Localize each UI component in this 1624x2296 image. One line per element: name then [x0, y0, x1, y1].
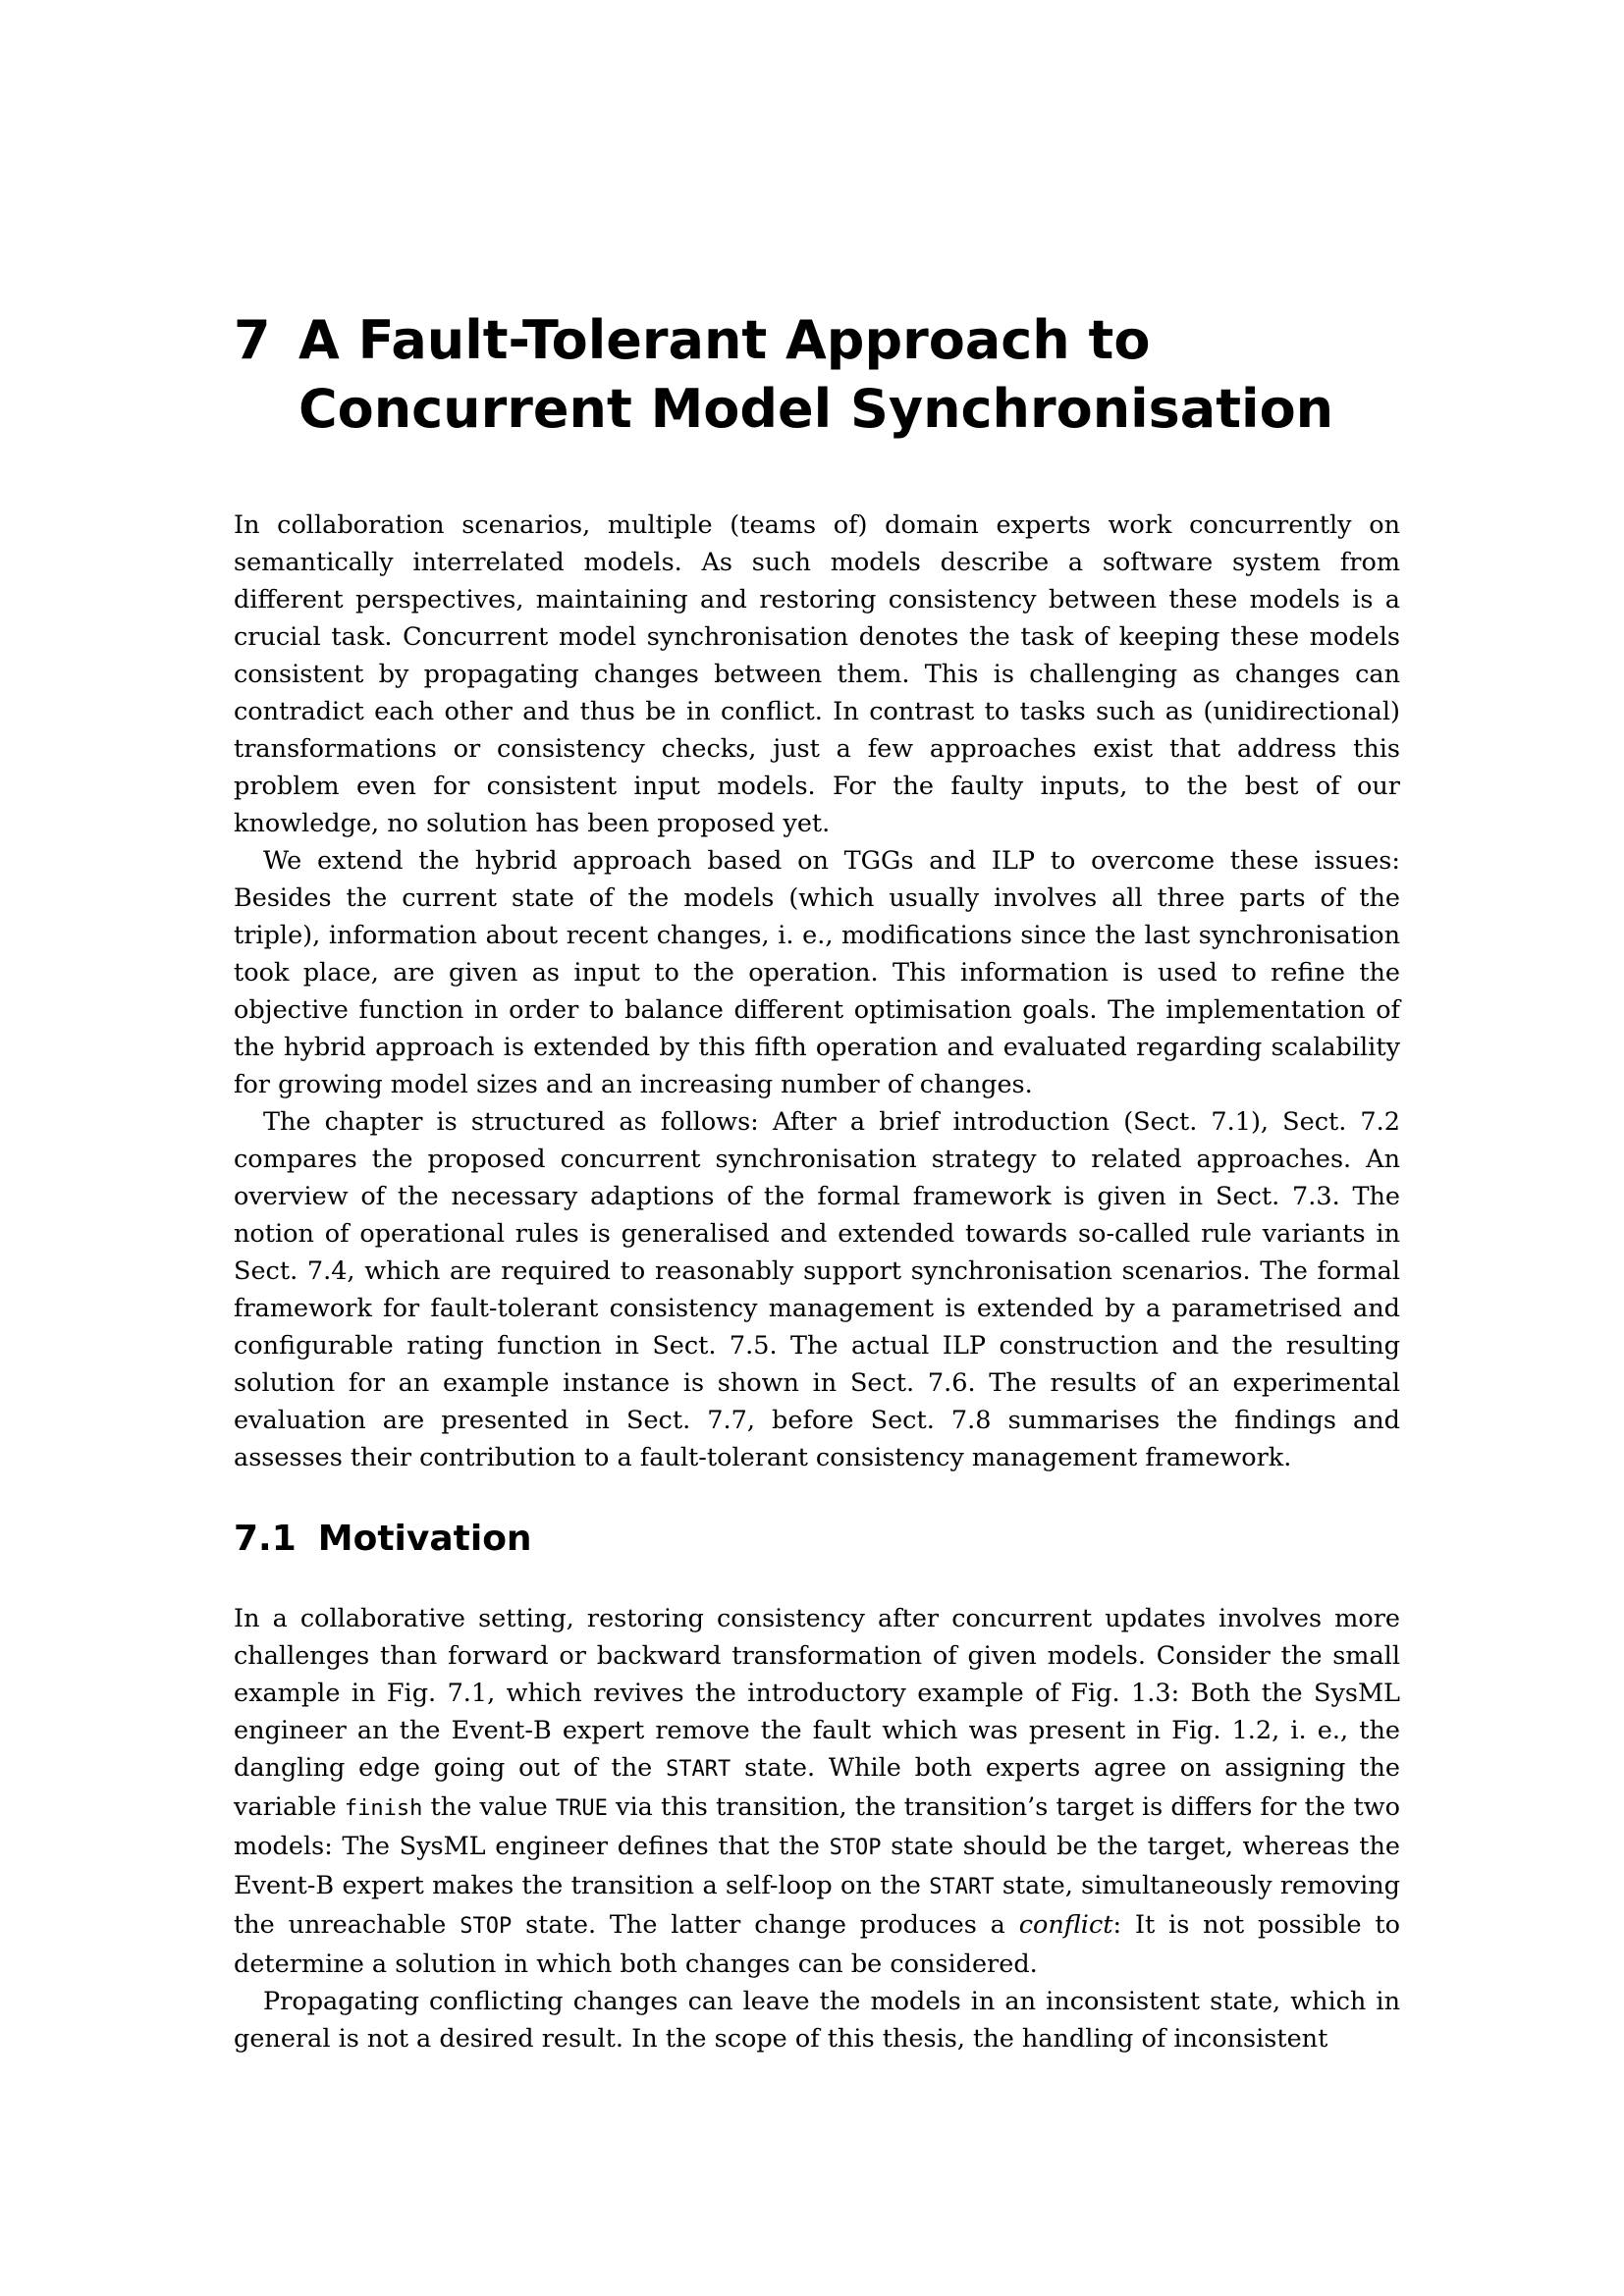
intro-paragraph-3: The chapter is structured as follows: After a brief introduction (Sect. 7.1), Sect. 7.2 compares the proposed concurrent synchronisation strategy to related approaches. An overview of the necessary adaptions of the formal framework is given in Sect. 7.3. The notion of operational rules is generalised and extended towards so-called rule variants in Sect. 7.4, which are required to reasonably support synchronisation scenarios. The formal framework for fault-tolerant consistency management is extended by a parametrised and configurable rating function in Sect. 7.5. The actual ILP construction and the resulting solution for an example instance is shown in Sect. 7.6. The results of an experimental evaluation are presented in Sect. 7.7, before Sect. 7.8 summarises the findings and assesses their contribution to a fault-tolerant consistency management framework. [234, 1107, 1400, 1472]
text-run: In a collaborative setting, restoring consistency after concurrent updates involves more challenges than forward or backward transformation of given models. Consider the small example in Fig. 7.1, which revives the introductory example of Fig. 1.3: Both the SysML engineer an the Event-B expert remove the fault which was present in Fig. 1.2, i. e., the dangling edge going out of the [234, 1604, 1400, 1783]
text-run: via this transition, the transition’s target is differs for the two models: The SysML engineer defines that the [234, 1792, 1400, 1861]
chapter-intro [234, 507, 1400, 1476]
chapter-title [234, 306, 1400, 444]
text-run: state. The latter change produces a [512, 1910, 1019, 1940]
intro-paragraph-2: We extend the hybrid approach based on TGGs and ILP to overcome these issues: Besides the current state of the models (which usually involves all three parts of the triple), information about recent changes, i. e., modifications since the last synchronisation took place, are given as input to the operation. This information is used to refine the objective function in order to balance different optimisation goals. The implementation of the hybrid approach is extended by this fifth operation and evaluated regarding scalability for growing model sizes and an increasing number of changes. [234, 846, 1400, 1099]
text-run: the value [422, 1792, 556, 1822]
emphasis-conflict: conflict [1018, 1910, 1113, 1940]
text-run: state should be the target, whereas the Event-B expert makes the transition a self-loop on the [234, 1832, 1400, 1900]
motivation-paragraph-1 [234, 1600, 1400, 1983]
code-stop-state: STOP [460, 1914, 513, 1939]
motivation-body [234, 1600, 1400, 2057]
section-title [234, 1516, 532, 1563]
section-number: 7.1 [234, 1519, 297, 1559]
text-run: state, simultaneously removing the unreachable [234, 1871, 1400, 1940]
intro-paragraph-1: In collaboration scenarios, multiple (teams of) domain experts work concurrently on semantically interrelated models. As such models describe a software system from different perspectives, maintaining and restoring consistency between these models is a crucial task. Concurrent model synchronisation denotes the task of keeping these models consistent by propagating changes between them. This is challenging as changes can contradict each other and thus be in conflict. In contrast to tasks such as (unidirectional) transformations or consistency checks, just a few approaches exist that address this problem even for consistent input models. For the faulty inputs, to the best of our knowledge, no solution has been proposed yet. [234, 510, 1400, 838]
code-finish-variable: finish [344, 1796, 423, 1821]
chapter-title-text: A Fault-Tolerant Approach to Concurrent Model Synchronisation [298, 309, 1334, 440]
code-start-state: START [929, 1875, 995, 1899]
code-stop-state: STOP [829, 1836, 882, 1860]
section-title-text: Motivation [317, 1519, 532, 1559]
text-run: state. While both experts agree on assigning the variable [234, 1753, 1401, 1822]
text-run: : It is not possible to determine a solution in which both changes can be considered. [234, 1910, 1401, 1979]
code-start-state: START [666, 1757, 731, 1782]
code-true-value: TRUE [555, 1796, 608, 1821]
chapter-number: 7 [234, 309, 271, 371]
motivation-paragraph-2: Propagating conflicting changes can leave the models in an inconsistent state, which in general is not a desired result. In the scope of this thesis, the handling of inconsistent [234, 1987, 1400, 2054]
